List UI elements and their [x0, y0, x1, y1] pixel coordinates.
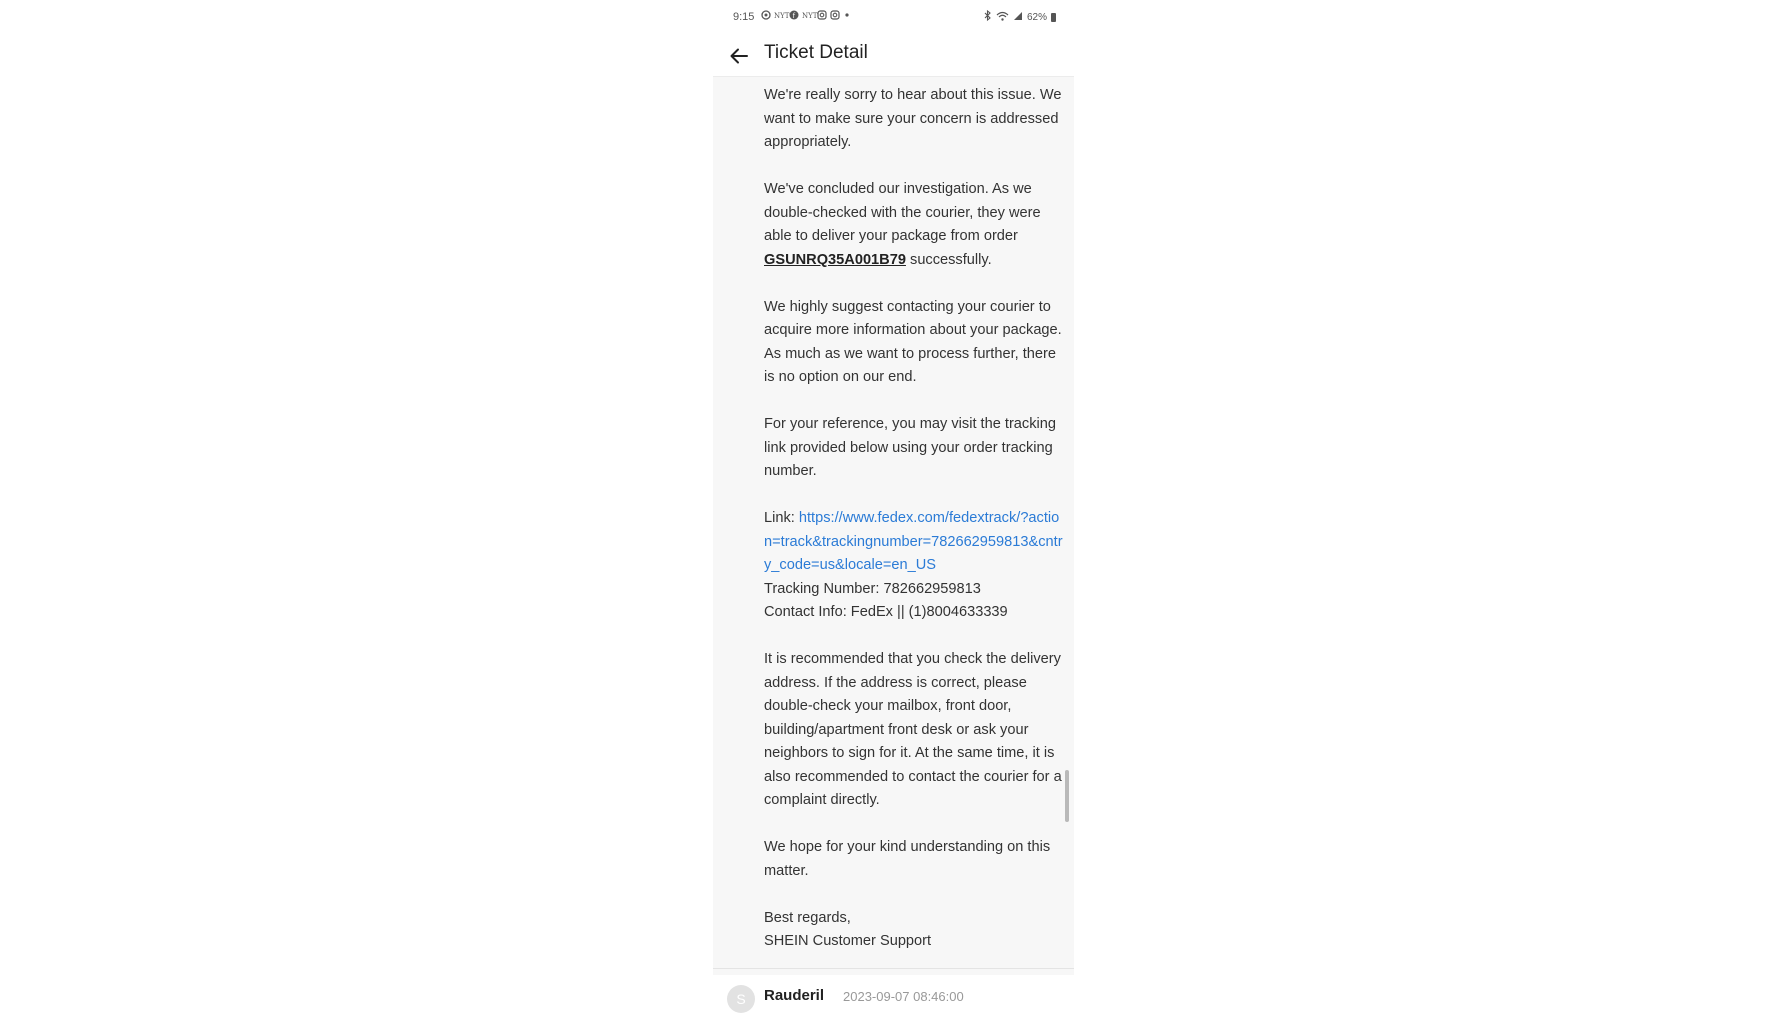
threads-icon: [761, 10, 771, 24]
reply-timestamp: 2023-09-07 08:46:00: [843, 989, 964, 1004]
svg-text:NYT: NYT: [802, 12, 818, 20]
message-paragraph: We're really sorry to hear about this issue. We want to make sure your concern is addressed appropriately.: [764, 87, 1062, 150]
tracking-number: Tracking Number: 782662959813: [764, 580, 981, 597]
dot-icon: [843, 10, 851, 24]
nyt-icon: [802, 10, 818, 24]
link-label: Link:: [764, 510, 795, 526]
bluetooth-icon: [984, 10, 992, 25]
next-reply-header: [713, 975, 1074, 1005]
svg-text:NYT: NYT: [774, 12, 790, 20]
message-paragraph: It is recommended that you check the delivery address. If the address is correct, please double-check your mailbox, front door, building/apartment front desk or ask your neighbors to sign for it. At the same time, it is also recommended to contact the courier for a complaint directly.: [764, 651, 1062, 808]
svg-text:f: f: [792, 12, 796, 21]
message-paragraph: We hope for your kind understanding on this matter.: [764, 839, 1051, 879]
notification-icons: [761, 10, 851, 24]
wifi-icon: [996, 11, 1009, 25]
signature-text: SHEIN Customer Support: [764, 933, 932, 949]
app-bar: [713, 36, 1074, 77]
page-title: Ticket Detail: [764, 42, 868, 63]
facebook-icon: [789, 10, 799, 24]
investigation-text-end: successfully.: [910, 251, 992, 268]
phone-screen: [713, 0, 1074, 1007]
back-arrow-icon[interactable]: [723, 40, 755, 72]
status-time: 9:15: [733, 11, 755, 23]
tracking-info: [764, 507, 1064, 625]
message-paragraph: We highly suggest contacting your courier to acquire more information about your package. As much as we want to process further, there is no option on our end.: [764, 298, 1062, 385]
order-number-link[interactable]: GSUNRQ35A001B79: [764, 251, 906, 268]
closing-text: Best regards,: [764, 909, 851, 926]
contact-info: Contact Info: FedEx || (1)8004633339: [764, 604, 1008, 620]
investigation-text: We've concluded our investigation. As we double-checked with the courier, they were able to deliver your package from order: [764, 181, 1041, 244]
avatar: S: [727, 985, 755, 1013]
message-paragraph: For your reference, you may visit the tracking link provided below using your order tracking number.: [764, 416, 1056, 479]
status-bar: [713, 0, 1074, 36]
signal-icon: [1013, 11, 1023, 25]
instagram-icon: [830, 10, 840, 24]
message-body: [764, 84, 1064, 977]
signature-block: [764, 907, 1064, 954]
message-paragraph: [764, 178, 1064, 272]
nyt-icon: [774, 10, 790, 24]
scrollbar-thumb[interactable]: [1065, 770, 1069, 822]
instagram-icon: [817, 10, 827, 24]
reply-author-name: Rauderil: [764, 987, 825, 1004]
battery-icon: [1051, 13, 1056, 22]
battery-percent: 62%: [1026, 11, 1047, 23]
tracking-url-link[interactable]: https://www.fedex.com/fedextrack/?action=track&trackingnumber=782662959813&cntry_code=us&locale=en_US: [764, 510, 1063, 573]
divider: [713, 968, 1074, 969]
system-icons: [984, 10, 1056, 25]
